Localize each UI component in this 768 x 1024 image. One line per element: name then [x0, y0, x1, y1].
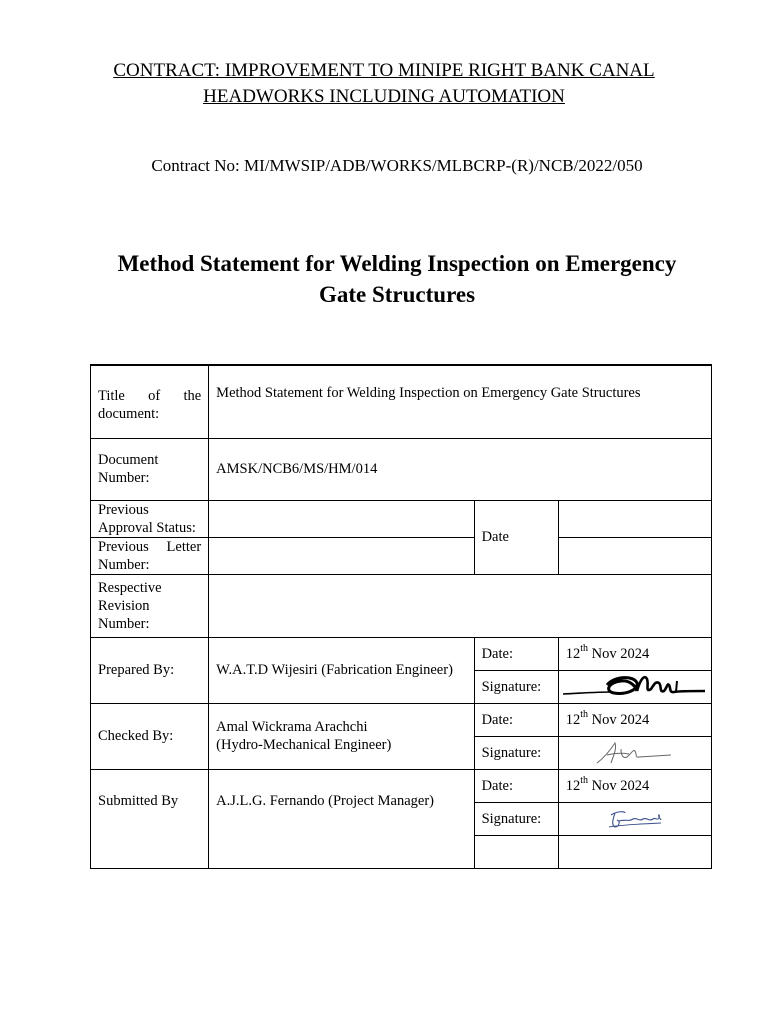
table-row [91, 438, 712, 500]
checked-value-line-1: Amal Wickrama Arachchi [216, 719, 368, 735]
table-row [91, 537, 712, 574]
table-row [91, 574, 712, 637]
prepared-signature-label: Signature: [474, 670, 558, 703]
submitted-signature-label: Signature: [474, 802, 558, 835]
prepared-value: W.A.T.D Wijesiri (Fabrication Engineer) [209, 637, 474, 703]
table-row [91, 637, 712, 670]
date-day: 12 [565, 777, 581, 794]
prev-approval-line-1: Previous [98, 501, 149, 518]
date-rest: Nov 2024 [587, 645, 650, 662]
checked-value-cell [209, 703, 474, 769]
submitted-date-value [558, 769, 711, 802]
prev-date-value-1 [558, 500, 711, 537]
prepared-label: Prepared By: [91, 637, 209, 703]
date-rest: Nov 2024 [587, 711, 650, 728]
revision-line-2: Revision [98, 597, 150, 614]
docnum-label-cell [91, 438, 209, 500]
submitted-date-label: Date: [474, 769, 558, 802]
contract-number: Contract No: MI/MWSIP/ADB/WORKS/MLBCRP-(R)/NCB/2022/050 [151, 156, 643, 175]
contract-heading [0, 58, 768, 110]
checked-signature-label: Signature: [474, 736, 558, 769]
table-row [91, 365, 712, 438]
submitted-value: A.J.L.G. Fernando (Project Manager) [209, 769, 474, 868]
prev-approval-value [209, 500, 474, 537]
document-title-line-1: Method Statement for Welding Inspection on Emergency [117, 251, 677, 276]
date-day: 12 [565, 645, 581, 662]
title-label-word: the [183, 387, 202, 404]
checked-signature-icon [559, 737, 712, 770]
docnum-label-line-2: Number: [98, 470, 150, 486]
prev-approval-label-cell [91, 500, 209, 537]
title-label-word: of [148, 387, 161, 404]
prev-approval-line-2: Approval Status: [98, 519, 196, 536]
contract-heading-line-2: HEADWORKS INCLUDING AUTOMATION [203, 86, 565, 107]
contract-heading-line-1: CONTRACT: IMPROVEMENT TO MINIPE RIGHT BANK CANAL [113, 60, 655, 81]
date-day: 12 [565, 711, 581, 728]
checked-date-value [558, 703, 711, 736]
docnum-value: AMSK/NCB6/MS/HM/014 [209, 438, 712, 500]
revision-line-3: Number: [98, 615, 150, 632]
submitted-label: Submitted By [91, 769, 209, 868]
prev-letter-word: Previous [98, 538, 149, 555]
revision-line-1: Respective [98, 579, 162, 596]
submitted-empty-cell-2 [558, 835, 711, 868]
document-info-table [90, 364, 712, 869]
prev-letter-value [209, 537, 474, 574]
title-label-word: Title [98, 387, 125, 404]
prev-letter-line-1 [98, 538, 201, 556]
title-label-cell [91, 365, 209, 438]
table-row [91, 703, 712, 736]
date-suffix: th [580, 708, 588, 720]
prepared-date-label: Date: [474, 637, 558, 670]
table-row [91, 500, 712, 537]
prev-date-value-2 [558, 537, 711, 574]
submitted-signature-cell [558, 802, 711, 835]
docnum-label-line-1: Document [98, 452, 159, 468]
title-label-line-1 [98, 387, 201, 405]
prev-letter-line-2: Number: [98, 556, 150, 573]
checked-signature-cell [558, 736, 711, 769]
checked-value-line-2: (Hydro-Mechanical Engineer) [216, 737, 392, 753]
submitted-empty-cell-1 [474, 835, 558, 868]
prepared-signature-cell [558, 670, 711, 703]
prepared-date-value [558, 637, 711, 670]
document-title [0, 248, 768, 310]
title-value: Method Statement for Welding Inspection on Emergency Gate Structures [209, 365, 712, 438]
date-suffix: th [580, 642, 588, 654]
title-label-line-2: document: [98, 405, 160, 422]
revision-value [209, 574, 712, 637]
date-suffix: th [580, 774, 588, 786]
revision-label-cell [91, 574, 209, 637]
prev-letter-word: Letter [166, 538, 202, 555]
submitted-signature-icon [559, 803, 712, 836]
checked-date-label: Date: [474, 703, 558, 736]
prepared-signature-icon [559, 671, 712, 704]
date-rest: Nov 2024 [587, 777, 650, 794]
table-row [91, 769, 712, 802]
checked-label: Checked By: [91, 703, 209, 769]
document-title-line-2: Gate Structures [318, 282, 476, 307]
prev-date-label: Date [474, 500, 558, 574]
prev-letter-label-cell [91, 537, 209, 574]
